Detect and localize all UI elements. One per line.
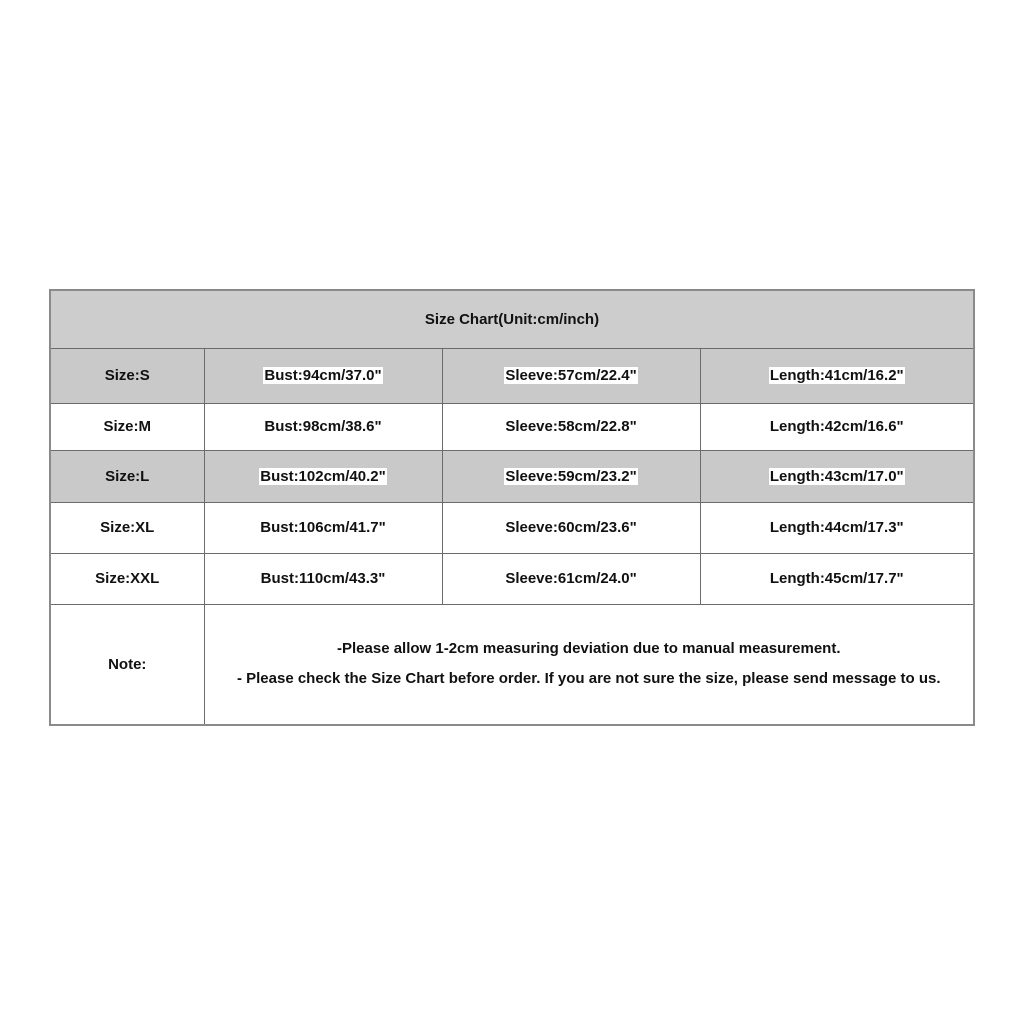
bust-cell — [204, 450, 442, 502]
size-chart-title: Size Chart(Unit:cm/inch) — [51, 291, 973, 349]
size-label: Size:XL — [100, 519, 155, 536]
table-row — [51, 403, 973, 450]
size-cell — [51, 349, 204, 403]
sleeve-value: Sleeve:58cm/22.8" — [505, 418, 637, 435]
note-label: Note: — [108, 655, 147, 673]
table-row — [51, 502, 973, 553]
length-cell — [700, 502, 973, 553]
length-value: Length:42cm/16.6" — [769, 418, 904, 435]
size-cell — [51, 502, 204, 553]
bust-cell — [204, 403, 442, 450]
sleeve-cell — [442, 502, 700, 553]
size-chart — [49, 289, 975, 726]
sleeve-cell — [442, 349, 700, 403]
size-label: Size:M — [103, 418, 151, 435]
size-label: Size:XXL — [95, 570, 160, 587]
sleeve-value: Sleeve:59cm/23.2" — [505, 467, 637, 485]
bust-cell — [204, 553, 442, 604]
length-cell — [700, 450, 973, 502]
note-line-2: - Please check the Size Chart before order. If you are not sure the size, please send message to us. — [236, 670, 941, 688]
bust-cell — [204, 349, 442, 403]
length-value: Length:43cm/17.0" — [769, 467, 904, 485]
length-value: Length:44cm/17.3" — [769, 519, 904, 536]
sleeve-value: Sleeve:57cm/22.4" — [505, 367, 637, 385]
sleeve-value: Sleeve:61cm/24.0" — [505, 570, 637, 587]
length-cell — [700, 349, 973, 403]
bust-value: Bust:98cm/38.6" — [264, 418, 382, 435]
table-row — [51, 450, 973, 502]
bust-value: Bust:102cm/40.2" — [260, 467, 386, 485]
size-label: Size:L — [105, 467, 150, 485]
length-value: Length:41cm/16.2" — [769, 367, 904, 385]
note-row — [51, 604, 973, 724]
length-cell — [700, 403, 973, 450]
sleeve-cell — [442, 553, 700, 604]
note-label-cell — [51, 604, 204, 724]
note-line-1: -Please allow 1-2cm measuring deviation due to manual measurement. — [337, 640, 841, 658]
length-cell — [700, 553, 973, 604]
size-cell — [51, 553, 204, 604]
sleeve-cell — [442, 403, 700, 450]
length-value: Length:45cm/17.7" — [769, 570, 904, 587]
size-cell — [51, 403, 204, 450]
bust-cell — [204, 502, 442, 553]
size-label: Size:S — [104, 367, 150, 385]
note-text-cell — [204, 604, 973, 724]
table-row — [51, 349, 973, 403]
bust-value: Bust:110cm/43.3" — [260, 570, 386, 587]
sleeve-cell — [442, 450, 700, 502]
sleeve-value: Sleeve:60cm/23.6" — [505, 519, 637, 536]
bust-value: Bust:106cm/41.7" — [260, 519, 386, 536]
size-table — [51, 349, 973, 724]
size-cell — [51, 450, 204, 502]
table-row — [51, 553, 973, 604]
bust-value: Bust:94cm/37.0" — [264, 367, 382, 385]
